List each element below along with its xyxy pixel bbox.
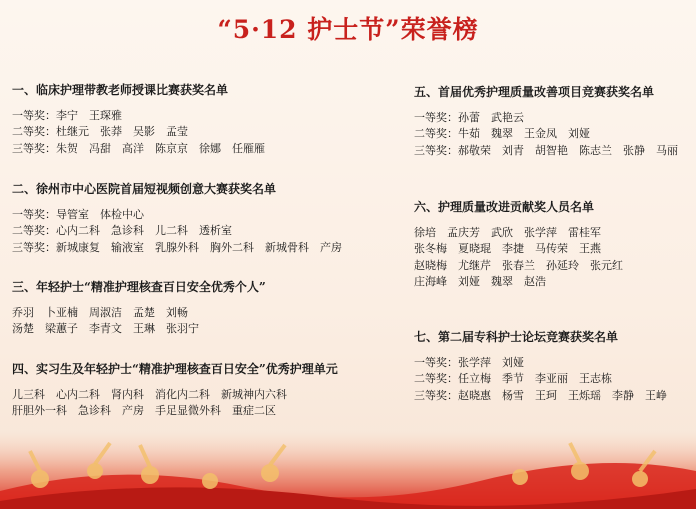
award-line: 二等奖：心内二科 急诊科 儿二科 透析室 xyxy=(12,224,232,238)
award-line: 二等奖：杜继元 张莽 吴影 孟莹 xyxy=(12,125,188,139)
section-heading: 五、首届优秀护理质量改善项目竞赛获奖名单 xyxy=(414,85,655,99)
award-line: 三等奖：郝敬荣 刘青 胡智艳 陈志兰 张静 马丽 xyxy=(414,143,678,157)
section-heading: 六、护理质量改进贡献奖人员名单 xyxy=(414,200,595,214)
section-short-video xyxy=(12,181,342,256)
honoree-line: 汤楚 梁蕙子 李青文 王琳 张羽宁 xyxy=(12,322,199,336)
section-heading: 一、临床护理带教老师授课比赛获奖名单 xyxy=(12,83,229,97)
award-line: 一等奖：张学萍 刘娅 xyxy=(414,355,524,369)
honoree-line: 庄海峰 刘娅 魏翠 赵浩 xyxy=(414,275,546,289)
section-contribution-award xyxy=(414,199,623,291)
award-line: 一等奖：导管室 体检中心 xyxy=(12,207,144,221)
decorative-banner xyxy=(0,431,696,509)
honoree-line: 赵晓梅 尤继芹 张春兰 孙延玲 张元红 xyxy=(414,258,623,272)
honoree-line: 徐培 孟庆芳 武欣 张学萍 雷桂军 xyxy=(414,225,601,239)
award-line: 三等奖：赵晓惠 杨雪 王珂 王烁瑶 李静 王峥 xyxy=(414,388,667,402)
section-specialist-forum xyxy=(414,329,667,404)
section-young-nurse-individual xyxy=(12,279,266,338)
section-heading: 七、第二届专科护士论坛竞赛获奖名单 xyxy=(414,330,619,344)
section-heading: 二、徐州市中心医院首届短视频创意大赛获奖名单 xyxy=(12,182,277,196)
honoree-line: 乔羽 卜亚楠 周淑洁 孟楚 刘畅 xyxy=(12,305,188,319)
award-line: 二等奖：任立梅 季节 李亚丽 王志栋 xyxy=(414,372,612,386)
award-line: 三等奖：新城康复 输液室 乳腺外科 胸外二科 新城骨科 产房 xyxy=(12,240,342,254)
honoree-line: 张冬梅 夏晓琨 李捷 马传荣 王燕 xyxy=(414,242,601,256)
award-line: 一等奖：李宁 王琛雅 xyxy=(12,108,122,122)
unit-line: 儿三科 心内二科 肾内科 消化内二科 新城神内六科 xyxy=(12,387,287,401)
section-quality-improvement xyxy=(414,84,678,159)
section-nursing-unit xyxy=(12,361,338,420)
section-heading: 四、实习生及年轻护士“精准护理核查百日安全”优秀护理单元 xyxy=(12,362,338,376)
section-clinical-teaching xyxy=(12,82,265,157)
award-line: 二等奖：牛茹 魏翠 王金凤 刘娅 xyxy=(414,127,590,141)
section-heading: 三、年轻护士“精准护理核查百日安全优秀个人” xyxy=(12,280,266,294)
award-line: 一等奖：孙蕾 武艳云 xyxy=(414,110,524,124)
award-line: 三等奖：朱贺 冯甜 高洋 陈京京 徐娜 任雁雁 xyxy=(12,141,265,155)
unit-line: 肝胆外一科 急诊科 产房 手足显微外科 重症二区 xyxy=(12,404,276,418)
page-title: “5·12 护士节”荣誉榜 xyxy=(217,15,479,44)
